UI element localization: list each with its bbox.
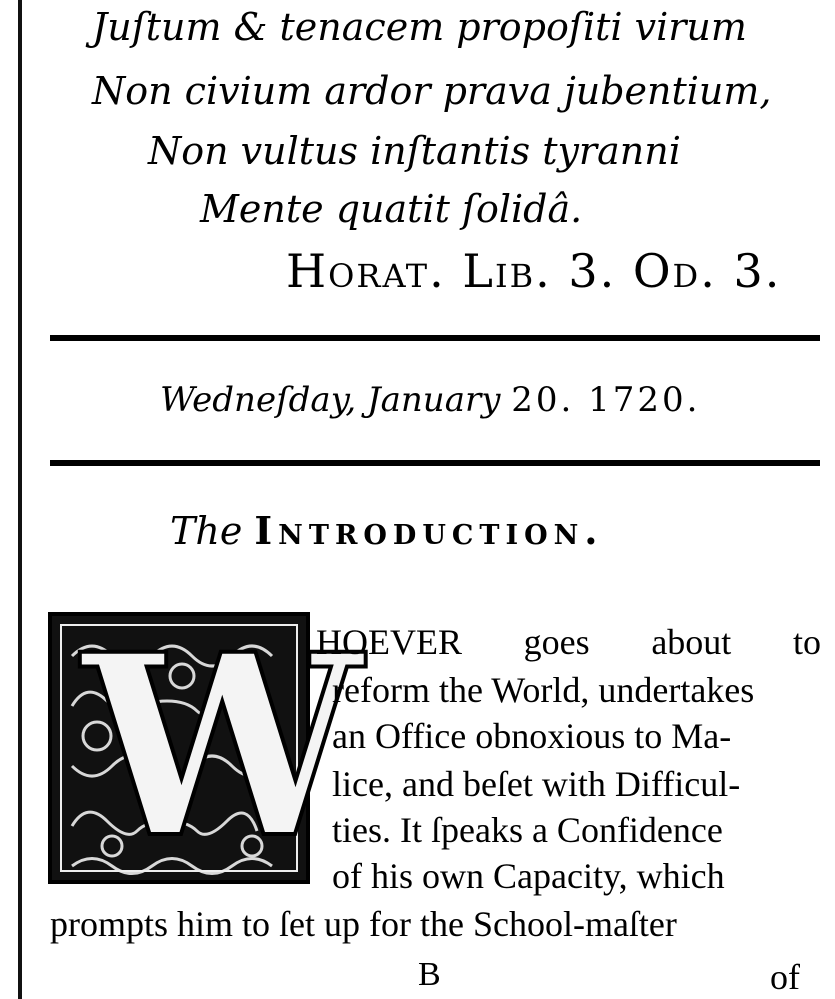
catchword: of <box>770 957 800 997</box>
body-line: lice, and beſet with Difficul- <box>332 764 741 804</box>
body-line: HOEVER goes about to <box>316 622 821 662</box>
epigraph-line: Non vultus inſtantis tyranni <box>148 129 681 173</box>
body-line: reform the World, undertakes <box>332 670 755 710</box>
epigraph-line: Mente quatit ſolidâ. <box>200 187 583 231</box>
horizontal-rule-bottom <box>50 460 820 466</box>
section-heading <box>170 508 604 553</box>
body-line: an Office obnoxious to Ma- <box>332 716 732 756</box>
ornamental-drop-cap <box>48 599 363 893</box>
body-line: of his own Capacity, which <box>332 856 725 896</box>
page-edge-rule <box>18 0 22 999</box>
horizontal-rule-top <box>50 335 820 341</box>
epigraph-line: Non civium ardor prava jubentium, <box>92 69 772 113</box>
dateline-day: Wedneſday, January <box>160 380 501 420</box>
dateline-date: 20. 1720. <box>511 380 701 420</box>
epigraph-citation: Horat. Lib. 3. Od. 3. <box>286 244 782 298</box>
drop-cap-letter: W <box>82 599 363 893</box>
heading-article: The <box>170 509 243 553</box>
heading-title: Introduction. <box>254 508 604 553</box>
signature-mark: B <box>418 956 441 993</box>
body-line: prompts him to ſet up for the School-maſter <box>50 904 677 944</box>
body-line: ties. It ſpeaks a Confidence <box>332 810 723 850</box>
dateline <box>160 380 700 420</box>
epigraph-line: Juſtum & tenacem propoſiti virum <box>92 5 747 49</box>
